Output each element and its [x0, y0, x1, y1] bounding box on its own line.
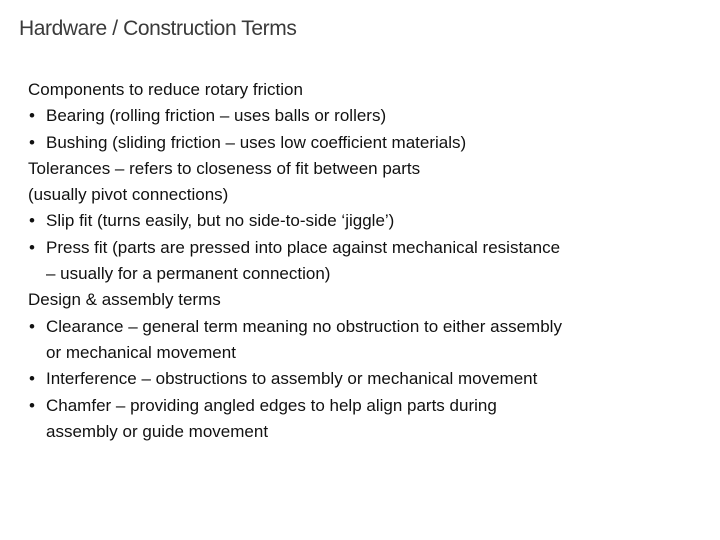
bullet-chamfer-text-line2: assembly or guide movement [46, 421, 269, 441]
bullet-bushing [28, 130, 688, 156]
bullet-interference-text: • Interference – obstructions to assembly or mechanical movement [46, 369, 538, 389]
rotary-friction-heading: Components to reduce rotary friction [28, 80, 303, 99]
bullet-chamfer-text-line1: • Chamfer – providing angled edges to help align parts during [46, 395, 497, 415]
slide-title: Hardware / Construction Terms [19, 17, 297, 40]
bullet-bearing [28, 103, 688, 129]
tolerances-heading-line1: Tolerances – refers to closeness of fit between parts [28, 158, 421, 178]
design-assembly-heading: Design & assembly terms [28, 290, 221, 310]
bullet-chamfer [28, 393, 688, 446]
bullet-bearing-text: • Bearing (rolling friction – uses balls or rollers) [46, 106, 387, 126]
bullet-press-fit-text-line2: – usually for a permanent connection) [46, 264, 331, 284]
bullet-press-fit-text-line1: • Press fit (parts are pressed into place against mechanical resistance [46, 237, 561, 257]
tolerances-heading-line2: (usually pivot connections) [28, 185, 229, 205]
bullet-clearance-text-line1: • Clearance – general term meaning no obstruction to either assembly [46, 316, 562, 336]
slide-content [28, 77, 688, 445]
bullet-clearance [28, 314, 688, 367]
bullet-clearance-text-line2: or mechanical movement [46, 342, 236, 362]
bullet-slip-fit [28, 208, 688, 234]
bullet-interference [28, 366, 688, 392]
bullet-slip-fit-text: • Slip fit (turns easily, but no side-to-side ‘jiggle’) [46, 211, 395, 231]
bullet-press-fit [28, 235, 688, 288]
bullet-bushing-text: • Bushing (sliding friction – uses low coefficient materials) [46, 132, 467, 152]
